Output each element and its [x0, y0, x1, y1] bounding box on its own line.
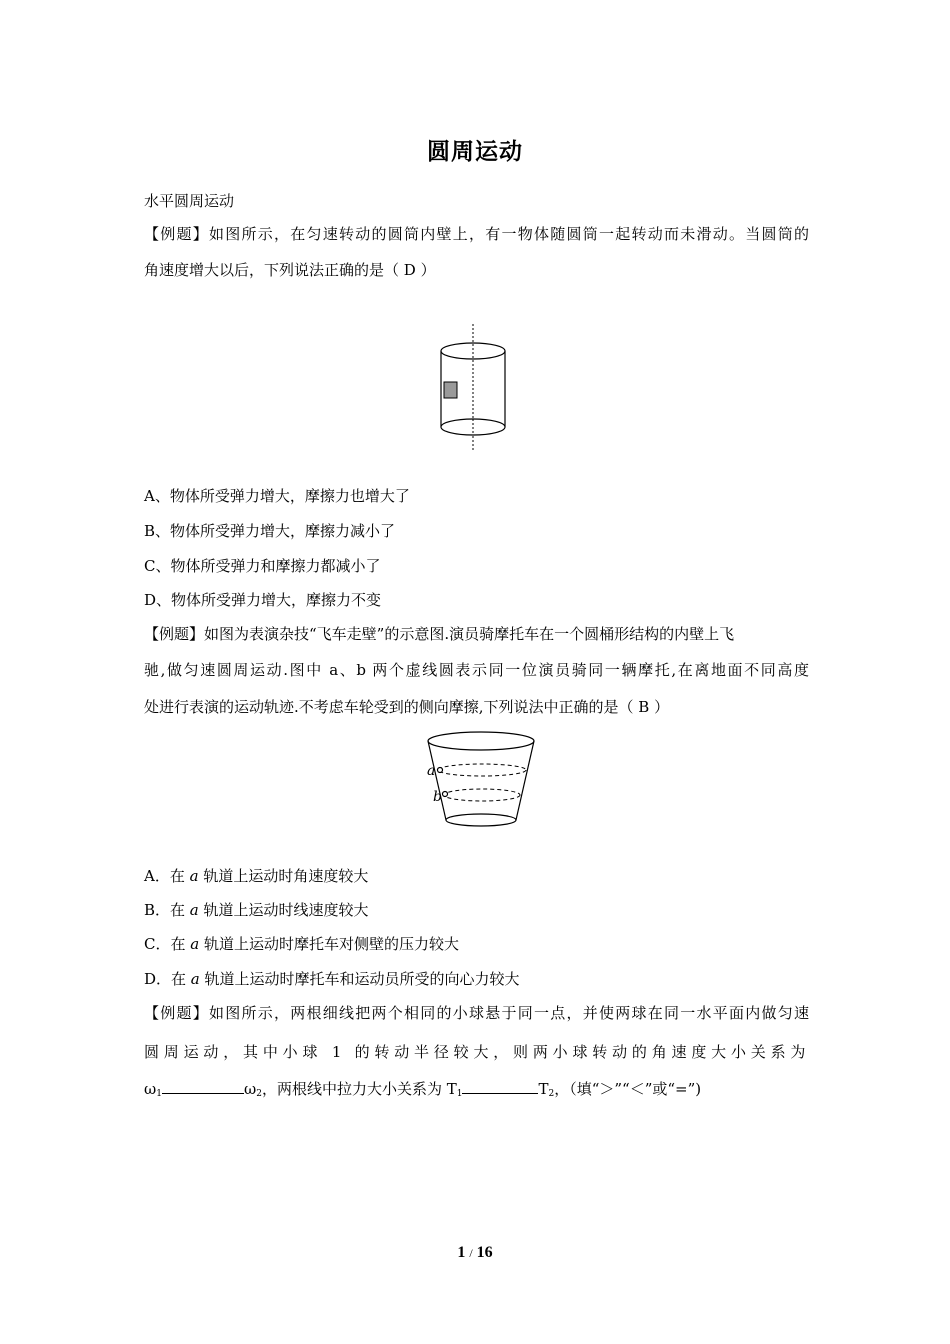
drum-left-wall: [428, 741, 446, 820]
drum-bottom: [446, 814, 516, 826]
page-total: 16: [476, 1244, 493, 1261]
option-prefix: B．在: [144, 901, 190, 919]
q1-option-c: C、物体所受弹力和摩擦力都减小了: [144, 557, 381, 575]
track-a-circle: [438, 764, 526, 776]
omega-sub-1: 1: [156, 1089, 162, 1099]
tension-symbol: T: [538, 1080, 549, 1098]
q3-stem-line-1: 【例题】如图所示，两根细线把两个相同的小球悬于同一点，并使两球在同一水平面内做匀速: [144, 1004, 809, 1022]
q2-option-c: [144, 934, 809, 954]
q3-fill-hint: ，（填“＞”“＜”或“=”): [554, 1080, 702, 1098]
drum-top-rim: [428, 732, 534, 750]
q2-option-b: [144, 900, 809, 920]
q2-option-d: [144, 969, 809, 989]
q2-stem-line-1: 【例题】如图为表演杂技“飞车走壁”的示意图.演员骑摩托车在一个圆桶形结构的内壁上飞: [144, 625, 735, 643]
option-prefix: D．在: [144, 970, 191, 988]
q3-stem-line-2: 圆周运动，其中小球 1 的转动半径较大，则两小球转动的角速度大小关系为: [144, 1043, 809, 1061]
q2-stem-line-3: 处进行表演的运动轨迹.不考虑车轮受到的侧向摩擦,下列说法中正确的是（ B ）: [144, 698, 670, 716]
q2-option-a: [144, 866, 809, 886]
drum-right-wall: [516, 741, 534, 820]
rider-b-dot: [443, 792, 448, 797]
tension-sub-1: 1: [456, 1089, 463, 1099]
object-block: [444, 382, 457, 398]
option-prefix: A．在: [144, 867, 190, 885]
page-number: [0, 1244, 950, 1262]
section-heading: 水平圆周运动: [144, 192, 235, 210]
option-text: 轨道上运动时摩托车对侧壁的压力较大: [199, 935, 459, 953]
wall-of-death-figure: [420, 728, 542, 834]
track-b-circle: [444, 789, 520, 801]
option-text: 轨道上运动时线速度较大: [198, 901, 369, 919]
answer-blank-1[interactable]: [162, 1079, 244, 1094]
option-var: a: [189, 867, 199, 885]
option-var: a: [190, 935, 200, 953]
q2-stem-line-2: 驰,做匀速圆周运动.图中 a、b 两个虚线圆表示同一位演员骑同一辆摩托,在离地面不同高度: [144, 661, 809, 679]
omega-symbol: ω: [144, 1080, 157, 1098]
omega-sub-2: 2: [256, 1089, 262, 1099]
rider-a-dot: [438, 768, 443, 773]
tension-sub-2: 2: [548, 1089, 555, 1099]
omega-symbol: ω: [243, 1080, 257, 1098]
option-text: 轨道上运动时摩托车和运动员所受的向心力较大: [199, 970, 520, 988]
option-var: a: [189, 901, 199, 919]
q1-stem-line-1: 【例题】如图所示，在匀速转动的圆筒内壁上，有一物体随圆筒一起转动而未滑动。当圆筒的: [144, 225, 809, 243]
q1-option-a: A、物体所受弹力增大，摩擦力也增大了: [144, 487, 410, 505]
page-separator: /: [469, 1246, 473, 1260]
page-title: 圆周运动: [427, 139, 523, 165]
label-b: b: [433, 789, 442, 805]
q1-option-d: D、物体所受弹力增大，摩擦力不变: [144, 591, 382, 609]
option-var: a: [190, 970, 200, 988]
page-current: 1: [457, 1244, 466, 1261]
cylinder-figure: [436, 322, 516, 452]
option-text: 轨道上运动时角速度较大: [198, 867, 369, 885]
option-prefix: C．在: [144, 935, 191, 953]
q3-tension-text: ，两根线中拉力大小关系为 T: [261, 1080, 457, 1098]
q1-stem-line-2: 角速度增大以后，下列说法正确的是（ D ）: [144, 261, 436, 279]
q1-option-b: B、物体所受弹力增大，摩擦力减小了: [144, 522, 396, 540]
q3-stem-line-3: [144, 1079, 809, 1104]
label-a: a: [427, 763, 436, 779]
answer-blank-2[interactable]: [462, 1079, 538, 1094]
